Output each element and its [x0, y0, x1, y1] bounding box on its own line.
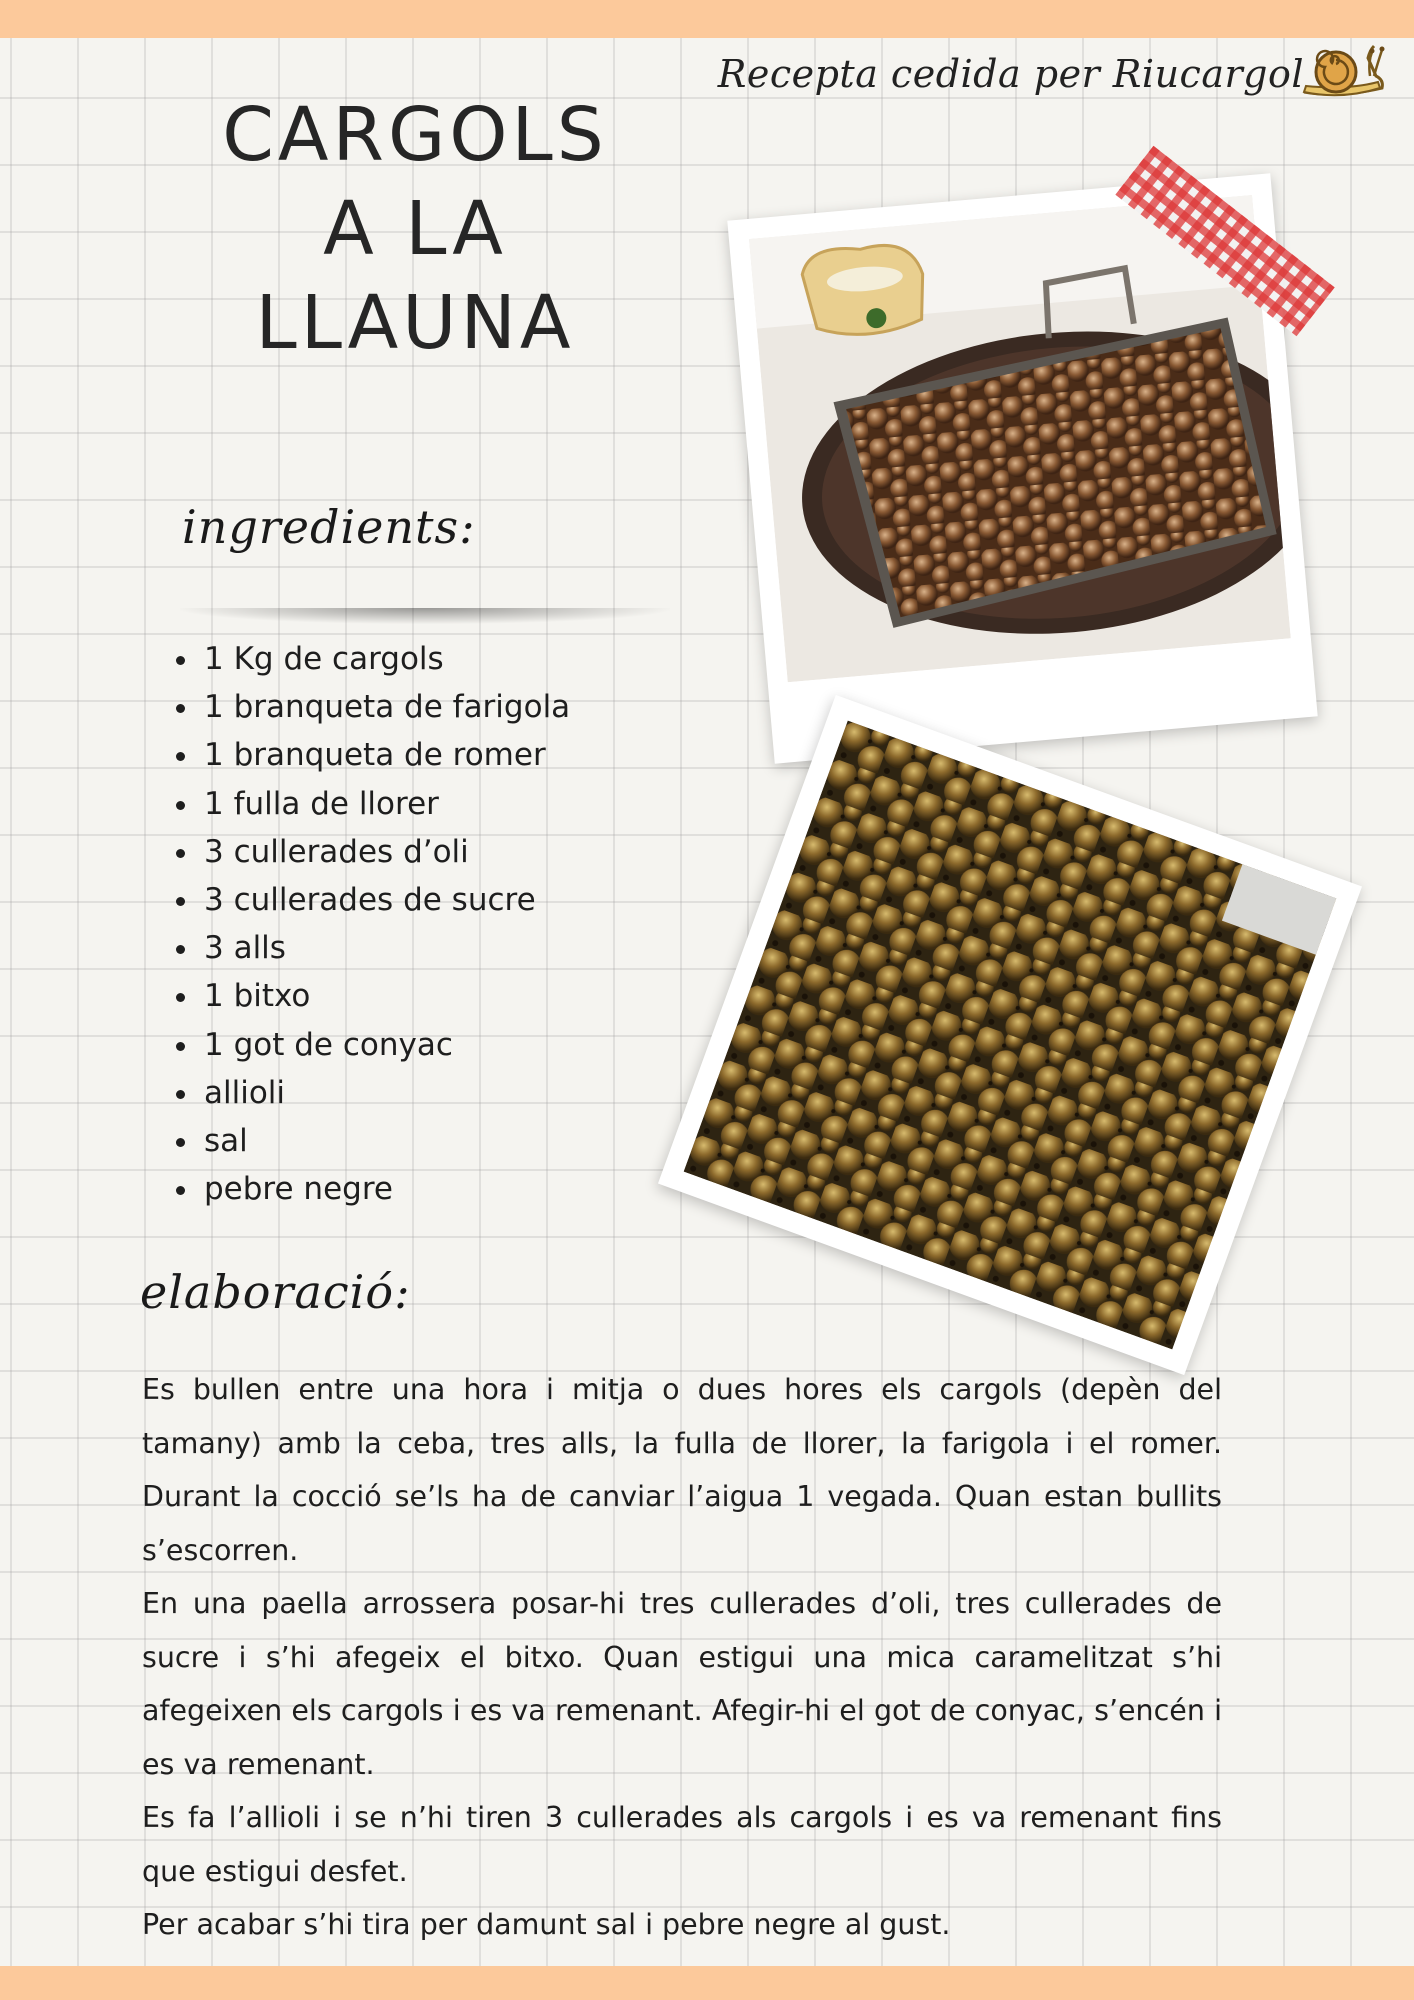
list-item: • allioli — [200, 1069, 570, 1117]
step-paragraph: En una paella arrossera posar-hi tres cullerades d’oli, tres cullerades de sucre i s’hi afegeix el bitxo. Quan estigui una mica caramelitzat s’hi afegeixen els cargols i es va remenant. Afegir-hi el got de conyac, s’encén i es va remenant. — [142, 1587, 1222, 1781]
top-border-bar — [0, 0, 1414, 38]
step-paragraph: Per acabar s’hi tira per damunt sal i pebre negre al gust. — [142, 1908, 951, 1941]
list-item: • 3 cullerades d’oli — [200, 828, 570, 876]
heading-paper-shadow — [180, 608, 670, 624]
step-paragraph: Es fa l’allioli i se n’hi tiren 3 cullerades als cargols i es va remenant fins que estigui desfet. — [142, 1801, 1222, 1888]
list-item: • 3 alls — [200, 924, 570, 972]
list-item: • 1 branqueta de farigola — [200, 683, 570, 731]
ingredients-heading: ingredients: — [182, 500, 476, 554]
list-item: • 1 got de conyac — [200, 1021, 570, 1069]
title-line-3: LLAUNA — [255, 280, 575, 366]
list-item: • 1 fulla de llorer — [200, 780, 570, 828]
snails-closeup-photo — [658, 695, 1362, 1375]
list-item: • 1 bitxo — [200, 972, 570, 1020]
title-line-1: CARGOLS — [222, 92, 608, 178]
list-item: • sal — [200, 1117, 570, 1165]
recipe-credit: Recepta cedida per Riucargol — [717, 52, 1304, 96]
snail-icon — [1298, 40, 1388, 102]
bottom-border-bar — [0, 1966, 1414, 2000]
elaboracio-heading: elaboració: — [140, 1265, 411, 1319]
elaboracio-text — [142, 1363, 1222, 1952]
snails-closeup-image — [684, 721, 1337, 1350]
list-item: • 1 branqueta de romer — [200, 731, 570, 779]
list-item: • 1 Kg de cargols — [200, 635, 570, 683]
title-line-2: A LA — [323, 186, 507, 272]
list-item: • 3 cullerades de sucre — [200, 876, 570, 924]
step-paragraph: Es bullen entre una hora i mitja o dues hores els cargols (depèn del tamany) amb la ceba, tres alls, la fulla de llorer, la farigola i el romer. Durant la cocció se’ls ha de canviar l’aigua 1 vegada. Quan estan bullits s’escorren. — [142, 1373, 1222, 1567]
recipe-title — [0, 88, 830, 370]
ingredients-list — [158, 635, 570, 1213]
list-item: • pebre negre — [200, 1165, 570, 1213]
